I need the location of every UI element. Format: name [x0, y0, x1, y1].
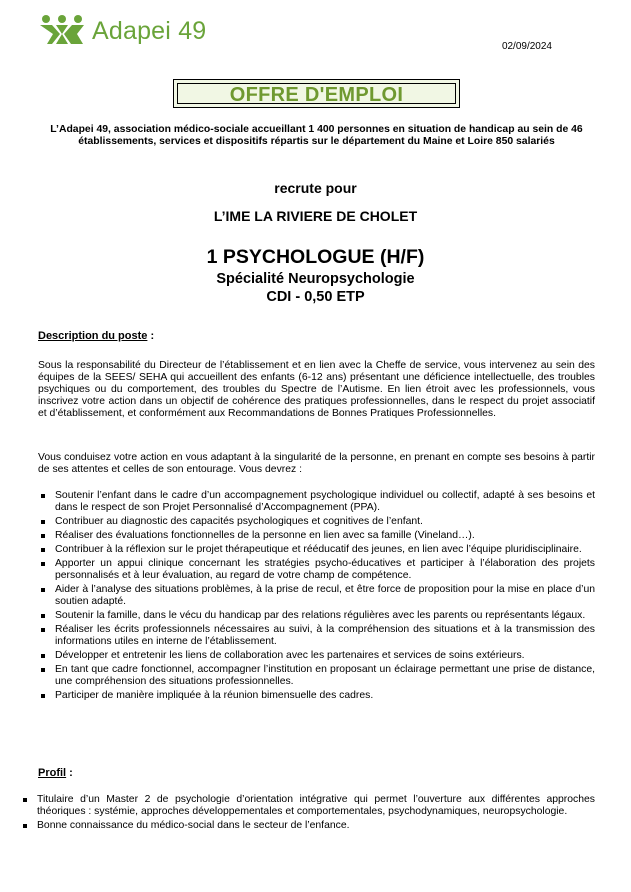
profil-title — [38, 767, 73, 779]
description-title-label: Description du poste — [38, 330, 148, 342]
profil-item: Titulaire d’un Master 2 de psychologie d’orientation intégrative qui permet l’ouverture aux différentes approches théoriques : systémie, approches développementales et comportementales, psychodynamiques, neuropsychologie. — [20, 794, 595, 818]
profil-item: Bonne connaissance du médico-social dans le secteur de l’enfance. — [20, 820, 595, 832]
description-paragraph-1: Sous la responsabilité du Directeur de l’établissement et en lien avec la Cheffe de service, vous intervenez au sein des équipes de la SEES/ SEHA qui accueillent des enfants (6-12 ans) présentant une déficience intellectuelle, des troubles psychiques ou du comportement, des troubles du Spectre de l’Autisme. En lien étroit avec les professionnels, vous inscrivez votre action dans un objectif de cohérence des pratiques professionnelles, dans le respect du projet associatif et d’établissement, et conformément aux Recommandations de Bonnes Pratiques Professionnelles. — [38, 360, 595, 419]
mission-item: Soutenir l’enfant dans le cadre d’un accompagnement psychologique individuel ou collectif, adapté à ses besoins et dans le respect de son Projet Personnalisé d’Accompagnement (PPA). — [38, 490, 595, 514]
intro-text: L’Adapei 49, association médico-sociale accueillant 1 400 personnes en situation de handicap au sein de 46 établissements, services et dispositifs répartis sur le département du Maine et Loire 850 salariés — [50, 124, 583, 147]
poste-title: 1 PSYCHOLOGUE (H/F) — [206, 246, 425, 268]
mission-item: Contribuer à la réflexion sur le projet thérapeutique et rééducatif des jeunes, en lien avec l’équipe pluridisciplinaire. — [38, 544, 595, 556]
mission-item: En tant que cadre fonctionnel, accompagner l’institution en proposant un éclairage permettant une prise de distance, une compréhension des situations professionnelles. — [38, 664, 595, 688]
missions-list — [38, 490, 595, 704]
mission-item: Réaliser les écrits professionnels nécessaires au suivi, à la compréhension des situations et à la transmission des informations utiles en interne de l’établissement. — [38, 624, 595, 648]
logo-text: Adapei 49 — [92, 16, 207, 45]
etablissement-name: L’IME LA RIVIERE DE CHOLET — [213, 208, 418, 224]
mission-item: Soutenir la famille, dans le vécu du handicap par des relations régulières avec les parents ou représentants légaux. — [38, 610, 595, 622]
mission-item: Participer de manière impliquée à la réunion bimensuelle des cadres. — [38, 690, 595, 702]
mission-item: Développer et entretenir les liens de collaboration avec les partenaires et services de soins extérieurs. — [38, 650, 595, 662]
profil-list — [20, 794, 595, 834]
description-title — [38, 330, 154, 342]
document-date: 02/09/2024 — [501, 41, 552, 52]
mission-item: Réaliser des évaluations fonctionnelles de la personne en lien avec sa famille (Vineland…). — [38, 530, 595, 542]
poste-specialite: Spécialité Neuropsychologie — [216, 271, 415, 287]
profil-title-colon: : — [66, 767, 73, 779]
profil-title-label: Profil — [38, 767, 67, 779]
offre-title: OFFRE D'EMPLOI — [177, 83, 456, 104]
offre-title-box — [173, 79, 460, 108]
adapei-logo — [38, 14, 206, 48]
mission-item: Contribuer au diagnostic des capacités psychologiques et cognitives de l’enfant. — [38, 516, 595, 528]
mission-item: Aider à l’analyse des situations problèmes, à la prise de recul, et être force de proposition pour la mise en place d’un soutien adapté. — [38, 584, 595, 608]
description-title-colon: : — [147, 330, 155, 342]
description-paragraph-2: Vous conduisez votre action en vous adaptant à la singularité de la personne, en prenant en compte ses besoins à partir de ses attentes et celles de son entourage. Vous devrez : — [38, 452, 595, 475]
people-logo-icon — [38, 14, 86, 48]
poste-contrat: CDI - 0,50 ETP — [266, 289, 365, 305]
recrute-text: recrute pour — [274, 180, 357, 196]
mission-item: Apporter un appui clinique concernant les stratégies psycho-éducatives et participer à l’élaboration des projets personnalisés et à leur évaluation, au regard de votre champ de compétence. — [38, 558, 595, 582]
